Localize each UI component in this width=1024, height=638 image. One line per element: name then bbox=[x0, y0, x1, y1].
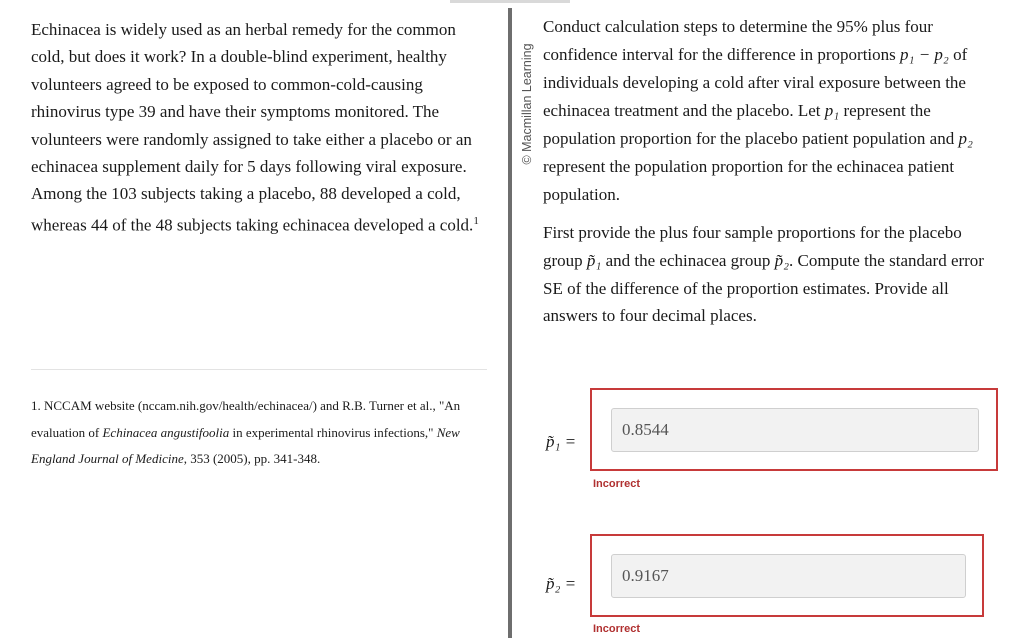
p-tilde-2-label: p̃₂ = bbox=[546, 574, 577, 593]
scenario-panel bbox=[0, 0, 508, 638]
footnote: 1. NCCAM website (nccam.nih.gov/health/echinacea/) and R.B. Turner et al., "An evaluation of Echinacea angustifoolia in experimental rhinovirus infections," New England Journal of Medicine, 353 (2005), pp. 341-348. bbox=[31, 398, 461, 466]
p-tilde-2-input[interactable]: 0.9167 bbox=[611, 554, 966, 598]
question-text: Conduct calculation steps to determine the 95% plus four confidence interval for the difference in proportions p₁ − p₂ of individuals developing a cold after viral exposure between the echinacea treatment and the placebo. Let p₁ represent the population proportion for the placebo patient population and p₂ represent the population proportion for the echinacea patient population. bbox=[543, 17, 973, 204]
answer-box-1 bbox=[590, 388, 998, 471]
instructions-text: First provide the plus four sample proportions for the placebo group p̃₁ and the echinacea group p̃₂. Compute the standard error SE of the difference of the proportion estimates. Provide all answers to four decimal places. bbox=[543, 223, 984, 326]
p-tilde-1-input[interactable]: 0.8544 bbox=[611, 408, 979, 452]
error-message-1: Incorrect bbox=[593, 478, 641, 490]
p-tilde-1-label: p̃₁ = bbox=[546, 432, 577, 451]
scenario-text: Echinacea is widely used as an herbal remedy for the common cold, but does it work? In a double-blind experiment, healthy volunteers agreed to be exposed to common-cold-causing rhinovirus type 39 and have their symptoms monitored. The volunteers were randomly assigned to take either a placebo or an echinacea supplement daily for 5 days following viral exposure. Among the 103 subjects taking a placebo, 88 developed a cold, whereas 44 of the 48 subjects taking echinacea developed a cold.$^1$ bbox=[31, 20, 479, 235]
copyright-label: © Macmillan Learning bbox=[520, 43, 534, 165]
footnote-divider bbox=[31, 369, 487, 370]
error-message-2: Incorrect bbox=[593, 623, 641, 635]
panel-divider[interactable] bbox=[508, 8, 512, 638]
answer-box-2 bbox=[590, 534, 984, 617]
footnote-ref[interactable]: 1 bbox=[473, 214, 479, 227]
